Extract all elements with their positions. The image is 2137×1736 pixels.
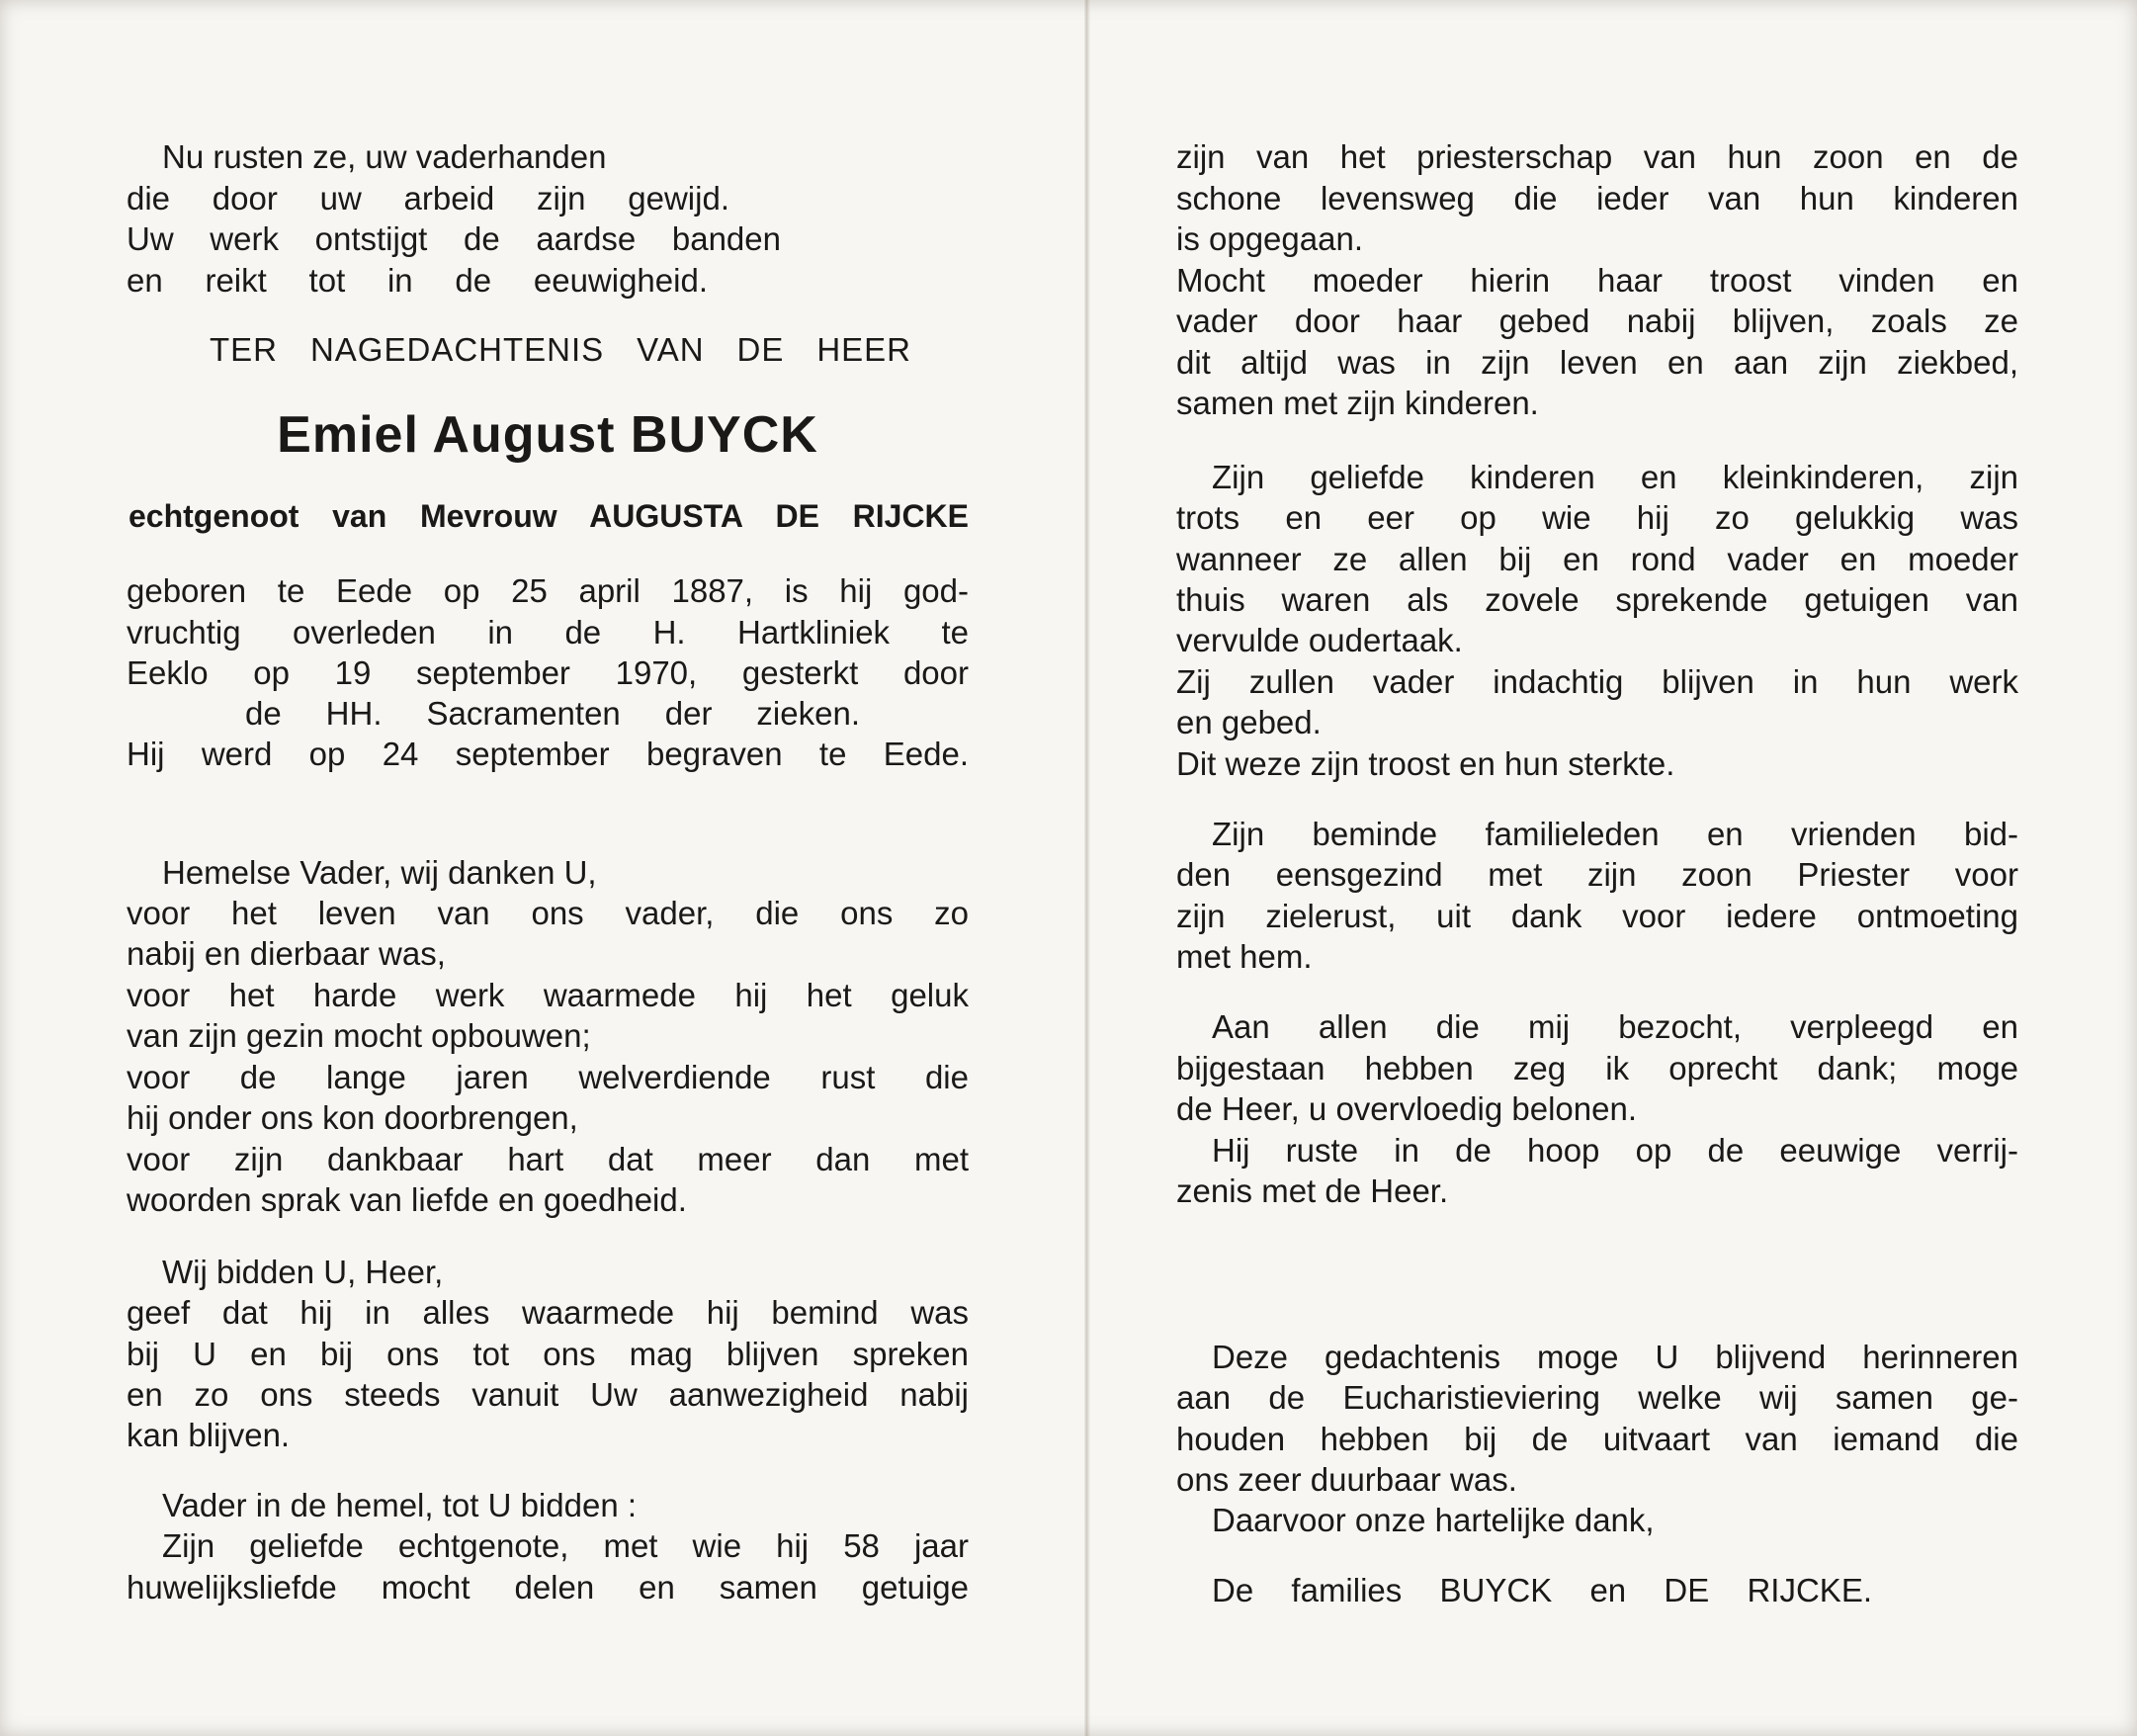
prayer-line: kan blijven. (127, 1417, 291, 1453)
text-line: is opgegaan. (1176, 220, 1363, 257)
text-line: dit altijd was in zijn leven en aan zijn ziekbed, (1176, 344, 2018, 381)
prayer-line: en zo ons steeds vanuit Uw aanwezigheid nabij (127, 1376, 969, 1413)
text-line: Zij zullen vader indachtig blijven in hun werk (1176, 663, 2018, 700)
text-line: trots en eer op wie hij zo gelukkig was (1176, 499, 2018, 536)
text-line: Daarvoor onze hartelijke dank, (1212, 1502, 1655, 1538)
bio-line: de HH. Sacramenten der zieken. (245, 695, 860, 732)
prayer-line: Wij bidden U, Heer, (162, 1254, 444, 1290)
signature-line: De families BUYCK en DE RIJCKE. (1212, 1572, 1872, 1608)
spouse-line: echtgenoot van Mevrouw AUGUSTA DE RIJCKE (128, 498, 969, 534)
prayer-line: woorden sprak van liefde en goedheid. (127, 1181, 687, 1218)
text-line: met hem. (1176, 938, 1313, 975)
text-line: wanneer ze allen bij en rond vader en moeder (1176, 541, 2018, 577)
text-line: de Heer, u overvloedig belonen. (1176, 1090, 1637, 1127)
text-line: houden hebben bij de uitvaart van iemand die (1176, 1421, 2018, 1457)
card-fold (1084, 0, 1090, 1736)
text-line: bijgestaan hebben zeg ik oprecht dank; moge (1176, 1050, 2018, 1086)
text-line: zijn van het priesterschap van hun zoon en de (1176, 138, 2018, 175)
text-line: den eensgezind met zijn zoon Priester voor (1176, 856, 2018, 893)
text-line: Mocht moeder hierin haar troost vinden en (1176, 262, 2018, 299)
text-line: samen met zijn kinderen. (1176, 385, 1539, 421)
text-line: Hij ruste in de hoop op de eeuwige verrij- (1212, 1132, 2018, 1169)
prayer-line: voor zijn dankbaar hart dat meer dan met (127, 1141, 969, 1177)
text-line: Zijn beminde familieleden en vrienden bid- (1212, 816, 2018, 852)
prayer-line: Zijn geliefde echtgenote, met wie hij 58 jaar (162, 1527, 969, 1564)
text-line: zenis met de Heer. (1176, 1172, 1449, 1209)
deceased-name: Emiel August BUYCK (277, 406, 818, 464)
prayer-line: nabij en dierbaar was, (127, 935, 446, 972)
bio-line: geboren te Eede op 25 april 1887, is hij god- (127, 572, 969, 609)
poem-line: en reikt tot in de eeuwigheid. (127, 262, 708, 299)
prayer-line: voor de lange jaren welverdiende rust die (127, 1059, 969, 1095)
text-line: Aan allen die mij bezocht, verpleegd en (1212, 1008, 2018, 1045)
right-page (1176, 0, 2018, 1736)
prayer-line: bij U en bij ons tot ons mag blijven spreken (127, 1336, 969, 1372)
left-page (127, 0, 969, 1736)
text-line: Deze gedachtenis moge U blijvend herinneren (1212, 1339, 2018, 1375)
text-line: vader door haar gebed nabij blijven, zoals ze (1176, 303, 2018, 339)
memorial-heading: TER NAGEDACHTENIS VAN DE HEER (210, 331, 911, 368)
prayer-line: geef dat hij in alles waarmede hij bemind was (127, 1294, 969, 1331)
text-line: en gebed. (1176, 704, 1322, 740)
prayer-line: voor het leven van ons vader, die ons zo (127, 895, 969, 931)
text-line: vervulde oudertaak. (1176, 622, 1463, 658)
poem-line: die door uw arbeid zijn gewijd. (127, 180, 729, 217)
text-line: schone levensweg die ieder van hun kinderen (1176, 180, 2018, 217)
prayer-line: huwelijksliefde mocht delen en samen getuige (127, 1569, 969, 1606)
poem-line: Uw werk ontstijgt de aardse banden (127, 220, 781, 257)
bio-line: Hij werd op 24 september begraven te Eede. (127, 736, 969, 772)
text-line: Zijn geliefde kinderen en kleinkinderen, zijn (1212, 459, 2018, 495)
text-line: Dit weze zijn troost en hun sterkte. (1176, 745, 1675, 782)
text-line: ons zeer duurbaar was. (1176, 1461, 1517, 1498)
bio-line: vruchtig overleden in de H. Hartkliniek te (127, 614, 969, 651)
prayer-line: van zijn gezin mocht opbouwen; (127, 1017, 591, 1054)
text-line: zijn zielerust, uit dank voor iedere ontmoeting (1176, 898, 2018, 934)
text-line: thuis waren als zovele sprekende getuigen van (1176, 581, 2018, 618)
text-line: aan de Eucharistieviering welke wij samen ge- (1176, 1379, 2018, 1416)
prayer-line: Hemelse Vader, wij danken U, (162, 854, 597, 891)
prayer-line: Vader in de hemel, tot U bidden : (162, 1487, 638, 1523)
prayer-line: hij onder ons kon doorbrengen, (127, 1099, 578, 1136)
prayer-line: voor het harde werk waarmede hij het geluk (127, 977, 969, 1013)
poem-line: Nu rusten ze, uw vaderhanden (162, 138, 607, 175)
bio-line: Eeklo op 19 september 1970, gesterkt door (127, 654, 969, 691)
